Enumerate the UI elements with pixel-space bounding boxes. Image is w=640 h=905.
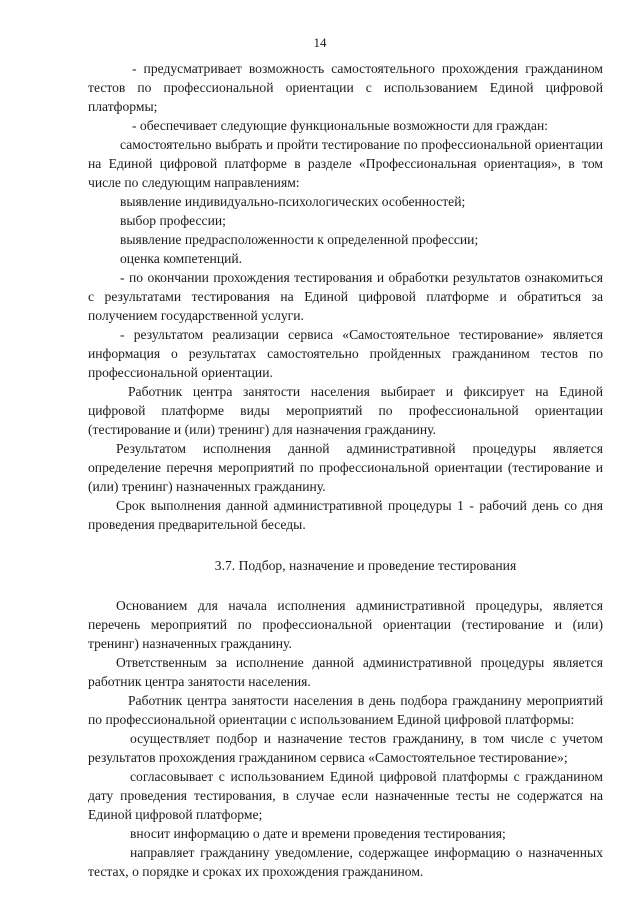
list-item: оценка компетенций.	[120, 251, 243, 266]
paragraph: Ответственным за исполнение данной административной процедуры является работник центра занятости населения.	[88, 655, 603, 689]
paragraph: - обеспечивает следующие функциональные возможности для граждан:	[132, 118, 549, 133]
paragraph: Срок выполнения данной административной процедуры 1 - рабочий день со дня проведения предварительной беседы.	[88, 498, 603, 532]
section-title: 3.7. Подбор, назначение и проведение тестирования	[214, 558, 517, 573]
page-number: 14	[313, 35, 327, 50]
list-item: осуществляет подбор и назначение тестов гражданину, в том числе с учетом результатов прохождения гражданином сервиса «Самостоятельное тестирование»;	[88, 731, 603, 765]
paragraph: самостоятельно выбрать и пройти тестирование по профессиональной ориентации на Единой цифровой платформе в разделе «Профессиональная ориентация», в том числе по следующим направлениям:	[88, 137, 603, 190]
document-body	[88, 59, 603, 881]
list-item: выявление предрасположенности к определенной профессии;	[120, 232, 479, 247]
paragraph: Результатом исполнения данной административной процедуры является определение перечня мероприятий по профессиональной ориентации (тестирование и (или) тренинг) назначенных гражданину.	[88, 441, 603, 494]
list-item: выбор профессии;	[120, 213, 226, 228]
paragraph: Основанием для начала исполнения административной процедуры, является перечень мероприятий по профессиональной ориентации (тестирование и (или) тренинг) назначенных гражданину.	[88, 598, 603, 651]
list-item: вносит информацию о дате и времени проведения тестирования;	[130, 826, 506, 841]
paragraph: - по окончании прохождения тестирования и обработки результатов ознакомиться с результатами тестирования на Единой цифровой платформе и обратиться за получением государственной услуги.	[88, 270, 603, 323]
paragraph: Работник центра занятости населения выбирает и фиксирует на Единой цифровой платформе виды мероприятий по профессиональной ориентации (тестирование и (или) тренинг) для назначения гражданину.	[88, 384, 603, 437]
list-item: согласовывает с использованием Единой цифровой платформы с гражданином дату проведения тестирования, в случае если назначенные тесты не содержатся на Единой цифровой платформе;	[88, 769, 603, 822]
paragraph: Работник центра занятости населения в день подбора гражданину мероприятий по профессиональной ориентации с использованием Единой цифровой платформы:	[88, 693, 603, 727]
list-item: выявление индивидуально-психологических особенностей;	[120, 194, 466, 209]
list-item: направляет гражданину уведомление, содержащее информацию о назначенных тестах, о порядке и сроках их прохождения гражданином.	[88, 845, 603, 879]
paragraph: - результатом реализации сервиса «Самостоятельное тестирование» является информация о результатах самостоятельно пройденных гражданином тестов по профессиональной ориентации.	[88, 327, 603, 380]
paragraph: - предусматривает возможность самостоятельного прохождения гражданином тестов по профессиональной ориентации с использованием Единой цифровой платформы;	[88, 61, 603, 114]
